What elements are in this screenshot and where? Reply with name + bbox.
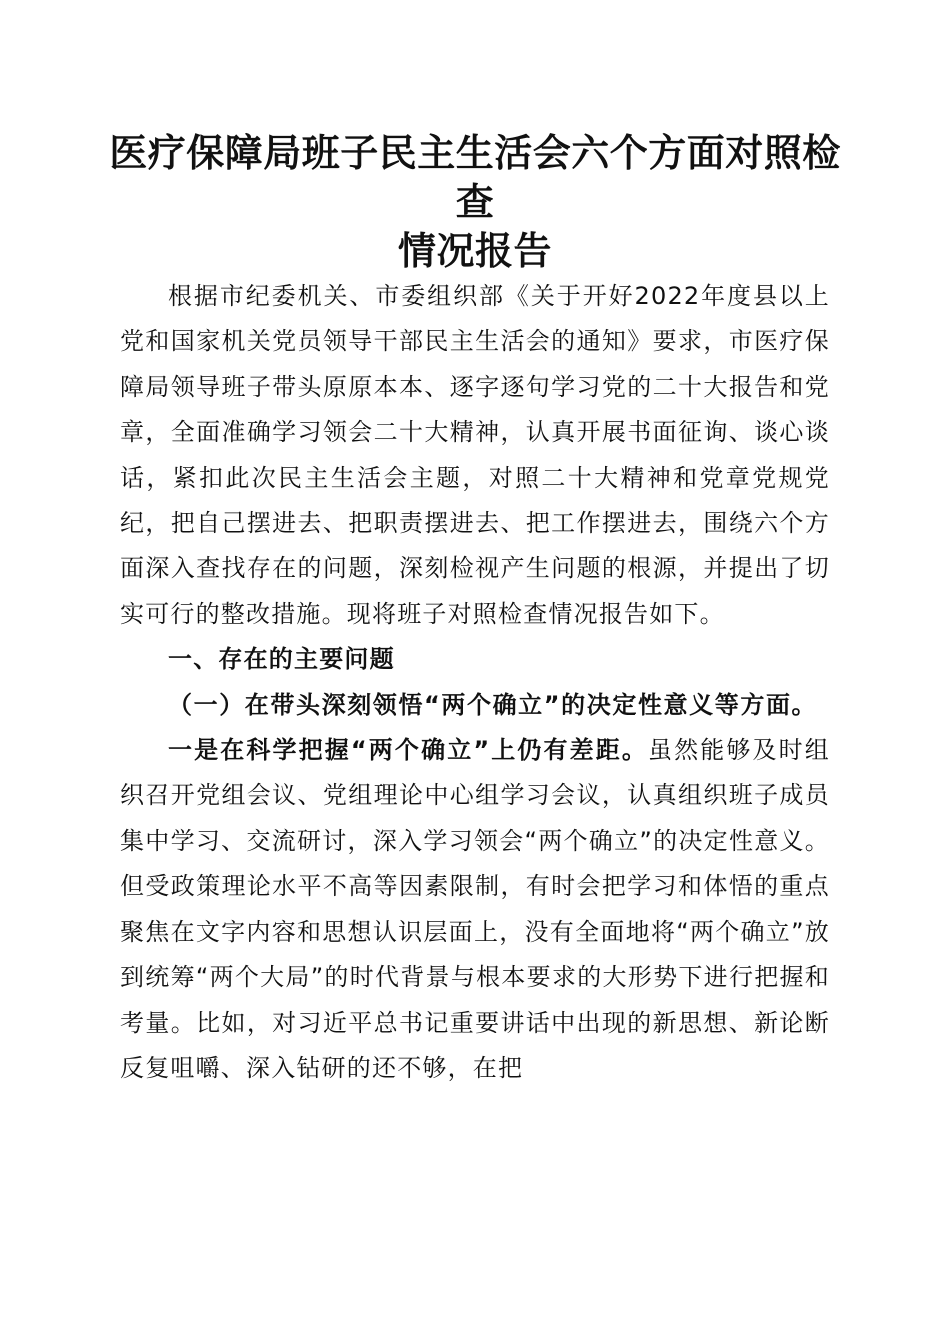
section-heading: 一、存在的主要问题 — [168, 645, 395, 674]
document-title — [100, 128, 850, 275]
document-body — [120, 274, 830, 1091]
point-body: 虽然能够及时组织召开党组会议、党组理论中心组学习会议，认真组织班子成员集中学习、交流研讨，深入学习领会“两个确立”的决定性意义。但受政策理论水平不高等因素限制，有时会把学习和体悟的重点聚焦在文字内容和思想认识层面上，没有全面地将“两个确立”放到统筹“两个大局”的时代背景与根本要求的大形势下进行把握和考量。比如，对习近平总书记重要讲话中出现的新思想、新论断反复咀嚼、深入钻研的还不够，在把 — [120, 736, 830, 1082]
point-lead: 一是在科学把握“两个确立”上仍有差距。 — [168, 736, 649, 765]
title-line-1: 医疗保障局班子民主生活会六个方面对照检查 — [109, 130, 841, 224]
title-line-2: 情况报告 — [397, 228, 552, 273]
point-paragraph — [120, 728, 830, 1091]
subsection-heading: （一）在带头深刻领悟“两个确立”的决定性意义等方面。 — [168, 690, 818, 719]
intro-paragraph: 根据市纪委机关、市委组织部《关于开好2022年度县以上党和国家机关党员领导干部民主生活会的通知》要求，市医疗保障局领导班子带头原原本本、逐字逐句学习党的二十大报告和党章，全面准确学习领会二十大精神，认真开展书面征询、谈心谈话，紧扣此次民主生活会主题，对照二十大精神和党章党规党纪，把自己摆进去、把职责摆进去、把工作摆进去，围绕六个方面深入查找存在的问题，深刻检视产生问题的根源，并提出了切实可行的整改措施。现将班子对照检查情况报告如下。 — [120, 282, 830, 628]
